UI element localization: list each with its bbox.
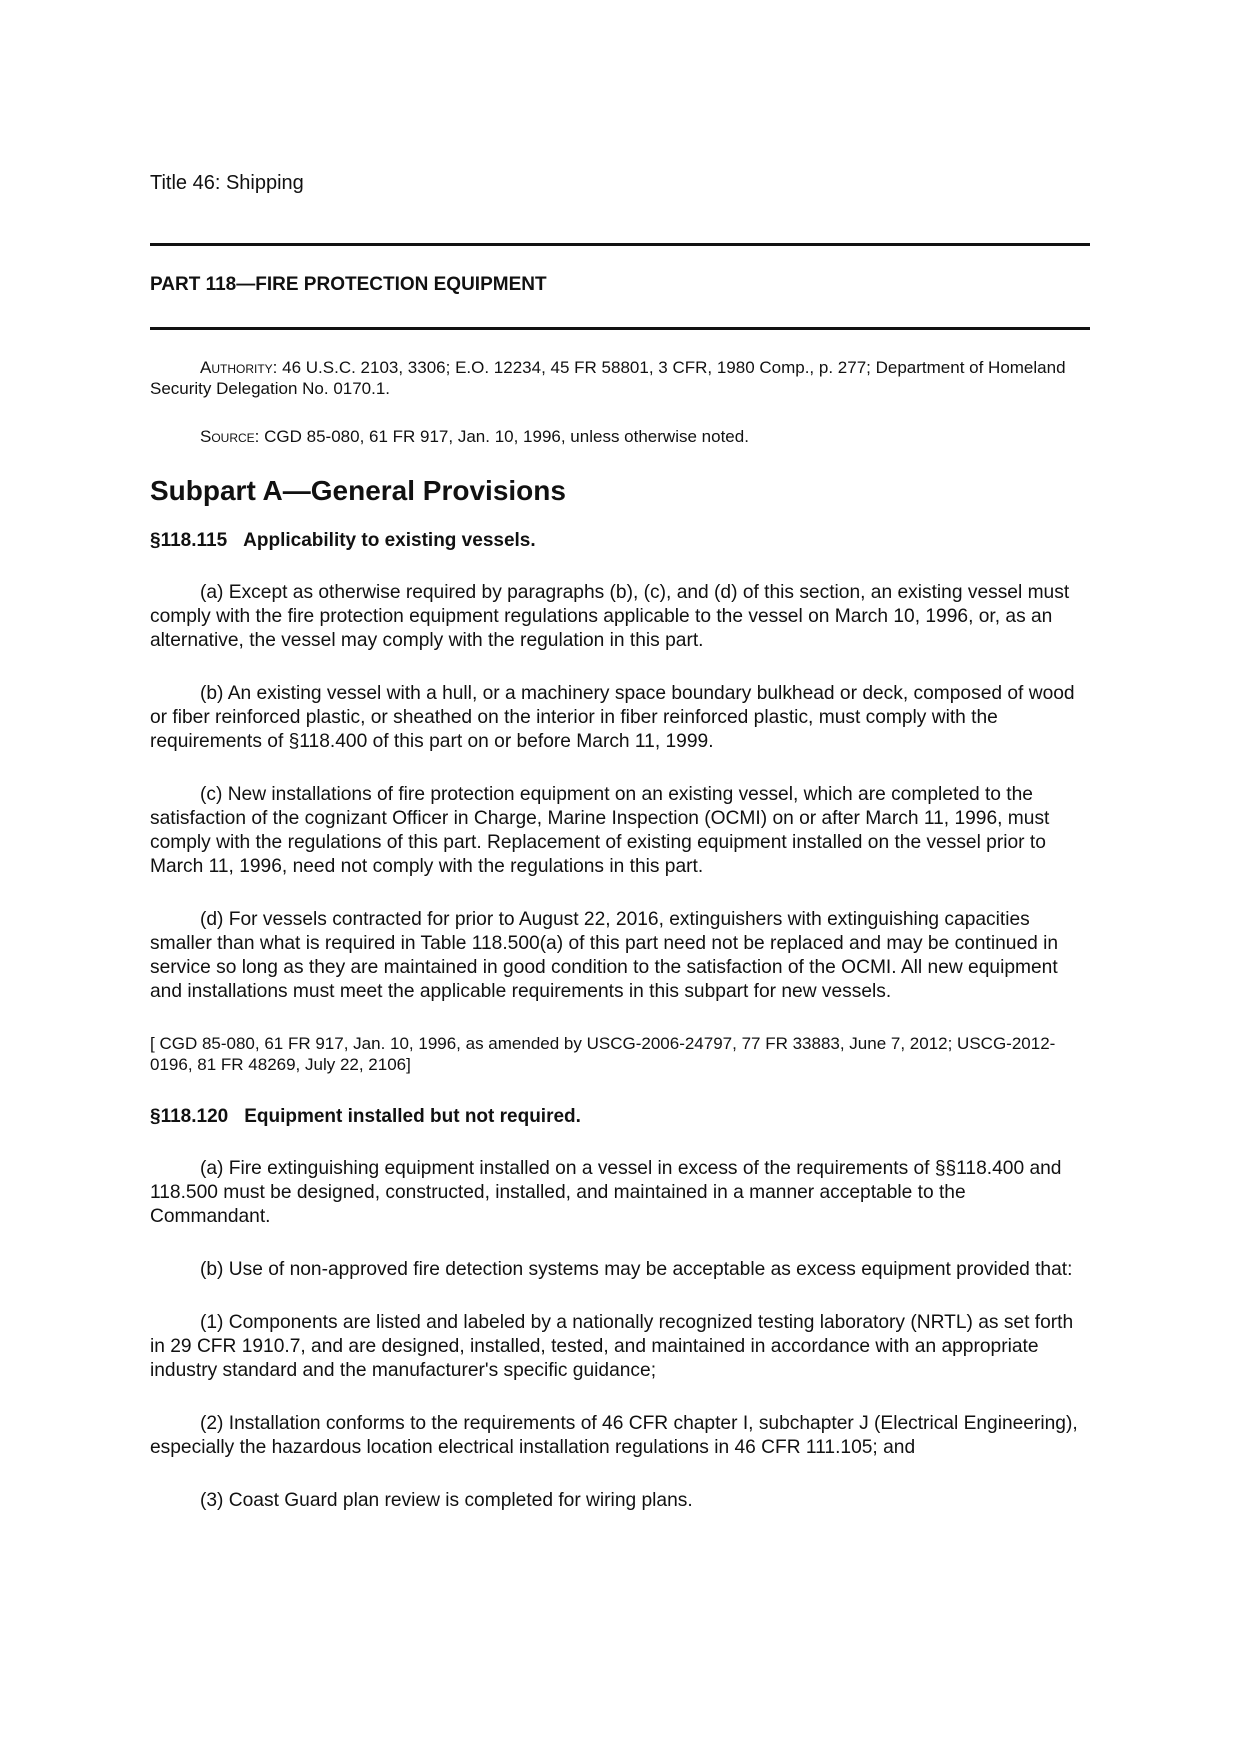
- bottom-divider: [150, 327, 1090, 330]
- section-number: §118.115: [150, 530, 228, 551]
- subpart-title: Subpart A—General Provisions: [150, 475, 566, 506]
- section-title: Applicability to existing vessels.: [243, 530, 536, 551]
- section-heading: [150, 529, 1090, 553]
- source-note: [150, 426, 1090, 447]
- paragraph: (b) An existing vessel with a hull, or a machinery space boundary bulkhead or deck, composed of wood or fiber reinforced plastic, or sheathed on the interior in fiber reinforced plastic, must comply with the requirements of §118.400 of this part on or before March 11, 1999.: [150, 683, 1075, 752]
- paragraph: (d) For vessels contracted for prior to August 22, 2016, extinguishers with extinguishing capacities smaller than what is required in Table 118.500(a) of this part need not be replaced and may be continued in service so long as they are maintained in good condition to the satisfaction of the OCMI. All new equipment and installations must meet the applicable requirements in this subpart for new vessels.: [150, 909, 1059, 1002]
- paragraph: (1) Components are listed and labeled by a nationally recognized testing laboratory (NRTL) as set forth in 29 CFR 1910.7, and are designed, installed, tested, and maintained in accordance with an appropriate industry standard and the manufacturer's specific guidance;: [150, 1312, 1074, 1381]
- amendment-citation: [ CGD 85-080, 61 FR 917, Jan. 10, 1996, as amended by USCG-2006-24797, 77 FR 33883, June 7, 2012; USCG-2012-0196, 81 FR 48269, July 22, 2106]: [150, 1034, 1056, 1074]
- section-number: §118.120: [150, 1106, 229, 1127]
- authority-label: Authority:: [200, 358, 278, 377]
- section-118-115: [150, 529, 1090, 1075]
- section-heading: [150, 1105, 1090, 1129]
- authority-note: [150, 357, 1090, 399]
- paragraph: (3) Coast Guard plan review is completed for wiring plans.: [200, 1490, 693, 1511]
- paragraph: (a) Except as otherwise required by paragraphs (b), (c), and (d) of this section, an existing vessel must comply with the fire protection equipment regulations applicable to the vessel on March 10, 1996, or, as an alternative, the vessel may comply with the regulation in this part.: [150, 582, 1070, 651]
- paragraph: (c) New installations of fire protection equipment on an existing vessel, which are completed to the satisfaction of the cognizant Officer in Charge, Marine Inspection (OCMI) on or after March 11, 1996, must comply with the regulations of this part. Replacement of existing equipment installed on the vessel prior to March 11, 1996, need not comply with the regulations in this part.: [150, 784, 1050, 877]
- paragraph: (b) Use of non-approved fire detection systems may be acceptable as excess equipment provided that:: [200, 1259, 1073, 1280]
- running-title: Title 46: Shipping: [150, 172, 304, 194]
- paragraph: (2) Installation conforms to the requirements of 46 CFR chapter I, subchapter J (Electrical Engineering), especially the hazardous location electrical installation regulations in 46 CFR 111.105; and: [150, 1413, 1078, 1458]
- paragraph: (a) Fire extinguishing equipment installed on a vessel in excess of the requirements of §§118.400 and 118.500 must be designed, constructed, installed, and maintained in a manner acceptable to the Commandant.: [150, 1158, 1062, 1227]
- part-title: PART 118—FIRE PROTECTION EQUIPMENT: [150, 274, 547, 295]
- section-title: Equipment installed but not required.: [244, 1106, 581, 1127]
- section-118-120: [150, 1105, 1090, 1513]
- source-text: CGD 85-080, 61 FR 917, Jan. 10, 1996, unless otherwise noted.: [259, 427, 749, 446]
- authority-text: 46 U.S.C. 2103, 3306; E.O. 12234, 45 FR 58801, 3 CFR, 1980 Comp., p. 277; Department of Homeland Security Delegation No. 0170.1.: [150, 358, 1066, 398]
- top-divider: [150, 243, 1090, 246]
- source-label: Source:: [200, 427, 260, 446]
- document-body: [150, 357, 1090, 1542]
